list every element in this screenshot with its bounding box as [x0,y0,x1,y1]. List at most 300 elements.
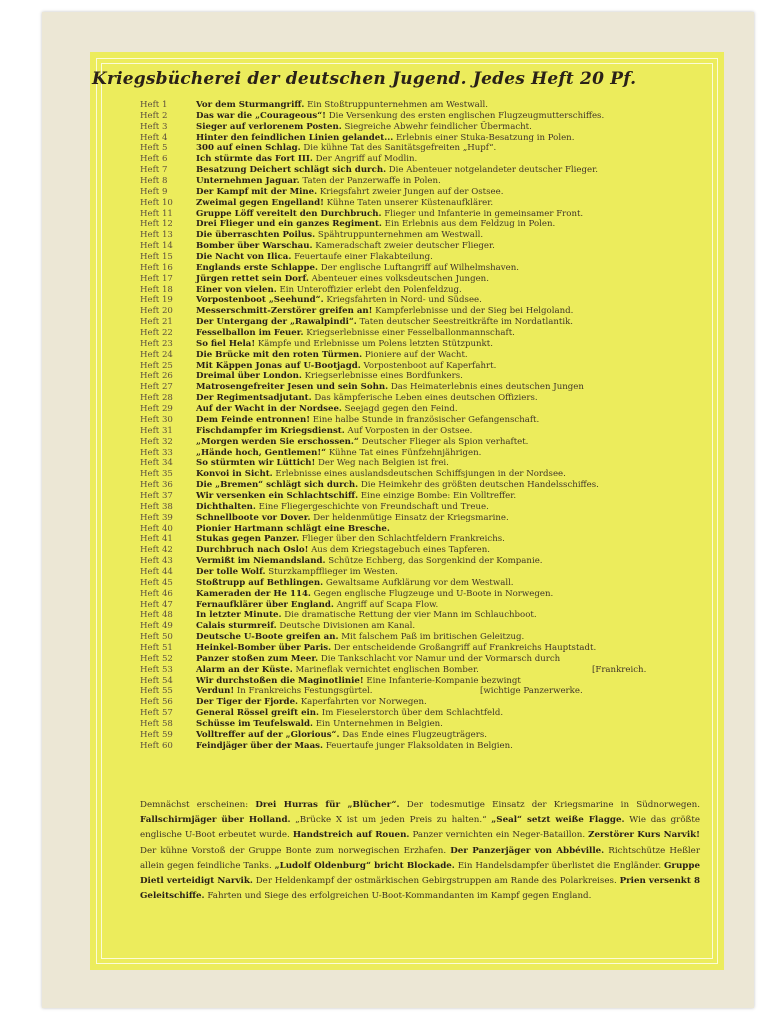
issue-subtitle: Der Angriff auf Modlin. [315,154,418,165]
issue-entry [196,697,427,708]
list-item [140,328,700,339]
issue-number: Heft 21 [140,317,173,328]
issue-subtitle: Kriegsfahrten in Nord- und Südsee. [326,295,482,306]
issue-entry [196,524,390,535]
issue-subtitle: Im Fieselerstorch über dem Schlachtfeld. [321,708,504,719]
list-item [140,165,700,176]
list-item [140,393,700,404]
issue-entry [196,708,503,719]
issue-entry [196,133,574,144]
issue-title: Zweimal gegen Engelland! [196,197,324,208]
issue-title: Dreimal über London. [196,371,302,382]
issue-title: Kameraden der He 114. [196,588,311,599]
issue-number: Heft 53 [140,664,173,675]
issue-number: Heft 12 [140,219,173,230]
list-item [140,545,700,556]
issue-number: Heft 29 [140,404,173,415]
issue-subtitle: Deutscher Flieger als Spion verhaftet. [361,436,529,447]
issue-number: Heft 18 [140,284,173,295]
issue-subtitle: Auf Vorposten in der Ostsee. [347,425,473,436]
issue-entry [196,306,573,317]
issue-number: Heft 20 [140,306,173,317]
issue-title: Englands erste Schlappe. [196,262,318,273]
list-item [140,534,700,545]
list-item [140,274,700,285]
issue-title: Durchbruch nach Oslo! [196,545,309,556]
list-item [140,219,700,230]
issue-number: Heft 41 [140,534,173,545]
forthcoming-text: Richtschütze Heßler allein gegen feindliche Tanks. [140,845,700,871]
issue-subtitle: Die Abenteuer notgelandeter deutscher Flieger. [388,165,598,176]
issue-number: Heft 15 [140,252,173,263]
forthcoming-title: Der Panzerjäger von Abbéville. [450,845,605,856]
issue-subtitle: Eine halbe Stunde in französischer Gefangenschaft. [312,414,540,425]
forthcoming-titles [140,798,700,904]
issue-subtitle: Der entscheidende Großangriff auf Frankreichs Hauptstadt. [333,642,597,653]
issue-number: Heft 17 [140,273,173,284]
issue-title: Der tolle Wolf. [196,566,266,577]
issue-entry [196,371,463,382]
list-item [140,350,700,361]
issue-title: „Hände hoch, Gentlemen!“ [196,447,327,458]
list-item [140,448,700,459]
issue-title: Volltreffer auf der „Glorious“. [196,729,340,740]
issue-subtitle: Kampferlebnisse und der Sieg bei Helgoland. [375,306,574,317]
issue-subtitle: Taten der Panzerwaffe in Polen. [302,176,441,187]
list-item [140,230,700,241]
issue-entry [196,219,555,230]
issue-number: Heft 31 [140,425,173,436]
forthcoming-title: Gruppe Dietl verteidigt Narvik. [140,860,700,887]
list-item [140,719,700,730]
issue-title: Vorpostenboot „Seehund“. [196,295,324,306]
issue-subtitle: Kaperfahrten vor Norwegen. [300,697,427,708]
issue-title: Verdun! [196,686,235,697]
issue-subtitle: Kameradschaft zweier deutscher Flieger. [315,241,495,252]
issue-number: Heft 59 [140,729,173,740]
list-item [140,686,700,697]
issue-number: Heft 22 [140,328,173,339]
issue-title: Die Brücke mit den roten Türmen. [196,349,363,360]
forthcoming-text: Ein Handelsdampfer überlistet die Engländer. [454,860,664,871]
issue-number: Heft 50 [140,632,173,643]
issue-entry [196,589,553,600]
list-item [140,600,700,611]
issue-number: Heft 44 [140,566,173,577]
list-item [140,513,700,524]
issue-entry [196,361,496,372]
list-item [140,382,700,393]
issue-subtitle: Kühne Taten unserer Küstenaufklärer. [326,197,494,208]
list-item [140,176,700,187]
issue-number: Heft 54 [140,675,173,686]
issue-entry [196,502,489,513]
issue-entry [196,719,443,730]
issue-number: Heft 47 [140,599,173,610]
issue-entry [196,393,538,404]
issue-subtitle: Der Weg nach Belgien ist frei. [317,458,449,469]
issue-title: Fischdampfer im Kriegsdienst. [196,425,345,436]
list-item [140,621,700,632]
issue-subtitle: Der heldenmütige Einsatz der Kriegsmarine. [313,512,509,523]
issue-number: Heft 25 [140,360,173,371]
issue-entry [196,187,503,198]
issue-subtitle: Abenteuer eines volksdeutschen Jungen. [311,273,489,284]
issue-title: Der Untergang der „Rawalpindi“. [196,317,357,328]
issue-subtitle: Das Ende eines Flugzeugträgers. [342,729,488,740]
issue-title: Die Nacht von Ilica. [196,252,292,263]
list-item [140,665,700,676]
issue-title: Deutsche U-Boote greifen an. [196,632,339,643]
issue-subtitle: Ein Stoßtruppunternehmen am Westwall. [307,100,488,110]
issue-title: Auf der Wacht in der Nordsee. [196,404,342,415]
issue-subtitle: Vorpostenboot auf Kaperfahrt. [363,360,497,371]
issue-title: Drei Flieger und ein ganzes Regiment. [196,219,382,230]
issue-number: Heft 45 [140,577,173,588]
list-item [140,491,700,502]
issue-title: Calais sturmreif. [196,621,277,632]
list-item [140,524,700,535]
issue-entry [196,350,468,361]
issue-title: General Rössel greift ein. [196,708,320,719]
list-item [140,295,700,306]
issue-title: In letzter Minute. [196,610,282,621]
issue-title: Schnellboote vor Dover. [196,512,311,523]
issue-subtitle: Erlebnis einer Stuka-Besatzung in Polen. [395,132,575,143]
issue-entry [196,448,481,459]
list-item [140,111,700,122]
issue-subtitle: Deutsche Divisionen am Kanal. [279,621,416,632]
issue-number: Heft 51 [140,642,173,653]
issue-title: Fernaufklärer über England. [196,599,334,610]
issue-entry [196,209,583,220]
issue-number: Heft 8 [140,176,168,187]
issue-title: Fesselballon im Feuer. [196,328,304,339]
issue-entry [196,111,604,122]
issue-entry [196,339,493,350]
issue-number: Heft 13 [140,230,173,241]
issue-number: Heft 5 [140,143,168,154]
list-item [140,654,700,665]
issue-subtitle: Die Tankschlacht vor Namur und der Vormarsch durch [320,653,561,664]
list-item [140,426,700,437]
list-item [140,610,700,621]
issue-title: Vermißt im Niemandsland. [196,556,326,567]
issue-entry [196,458,449,469]
list-item [140,306,700,317]
issue-title: Pionier Hartmann schlägt eine Bresche. [196,523,390,534]
issue-subtitle: Ein Unternehmen in Belgien. [315,718,443,729]
issue-entry [196,741,513,752]
list-item [140,122,700,133]
issue-number: Heft 16 [140,262,173,273]
issue-subtitle: Kämpfe und Erlebnisse um Polens letzten Stützpunkt. [257,338,493,349]
issue-title: Messerschmitt-Zerstörer greifen an! [196,306,373,317]
issue-number: Heft 26 [140,371,173,382]
issue-number: Heft 33 [140,447,173,458]
issue-subtitle: Das Heimaterlebnis eines deutschen Jungen [390,382,584,393]
list-item [140,708,700,719]
forthcoming-title: Handstreich auf Rouen. [292,830,410,841]
list-item [140,469,700,480]
issue-number: Heft 55 [140,686,173,697]
issue-entry [196,676,521,687]
issue-entry [196,621,415,632]
issue-subtitle: Gewaltsame Aufklärung vor dem Westwall. [325,577,514,588]
issue-continuation: [wichtige Panzerwerke. [480,686,583,697]
list-item [140,415,700,426]
issue-subtitle: Gegen englische Flugzeuge und U-Boote in Norwegen. [313,588,554,599]
issue-subtitle: Kriegsfahrt zweier Jungen auf der Ostsee. [319,186,504,197]
issue-list [140,100,700,752]
issue-entry [196,154,417,165]
forthcoming-text: Der kühne Vorstoß der Gruppe Bonte zum norwegischen Erzhafen. [140,845,451,856]
issue-entry [196,285,462,296]
issue-subtitle: Sturzkampfflieger im Westen. [268,566,398,577]
issue-subtitle: Taten deutscher Seestreitkräfte im Nordatlantik. [359,317,574,328]
booklet-back-cover [42,12,754,1008]
issue-subtitle: Das kämpferische Leben eines deutschen Offiziers. [314,393,538,404]
issue-number: Heft 30 [140,414,173,425]
list-item [140,480,700,491]
issue-number: Heft 35 [140,469,173,480]
issue-title: Der Tiger der Fjorde. [196,697,299,708]
list-item [140,643,700,654]
list-item [140,458,700,469]
issue-number: Heft 38 [140,501,173,512]
issue-subtitle: Aus dem Kriegstagebuch eines Tapferen. [311,545,491,556]
issue-subtitle: Flieger und Infanterie in gemeinsamer Front. [384,208,584,219]
issue-title: Hinter den feindlichen Linien gelandet... [196,132,394,143]
issue-number: Heft 2 [140,110,168,121]
issue-title: Dem Feinde entronnen! [196,414,311,425]
issue-title: „Morgen werden Sie erschossen.“ [196,436,359,447]
issue-title: Die überraschten Poilus. [196,230,316,241]
issue-entry [196,730,487,741]
issue-title: Gruppe Löff vereitelt den Durchbruch. [196,208,382,219]
forthcoming-text: Wie das größte englische U-Boot erbeutet wurde. [140,815,700,841]
issue-number: Heft 10 [140,197,173,208]
forthcoming-title: „Ludolf Oldenburg“ bricht Blockade. [274,860,455,871]
forthcoming-text: Der Heldenkampf der ostmärkischen Gebirgstruppen am Rande des Polarkreises. [252,876,620,887]
issue-number: Heft 40 [140,523,173,534]
issue-entry [196,415,539,426]
page-title: Kriegsbücherei der deutschen Jugend. Jedes Heft 20 Pf. [92,69,637,89]
issue-subtitle: Feuertaufe einer Flakabteilung. [294,252,433,263]
issue-subtitle: Seejagd gegen den Feind. [344,404,458,415]
forthcoming-text: Der todesmutige Einsatz der Kriegsmarine in Südnorwegen. [399,800,700,810]
issue-entry [196,643,596,654]
issue-number: Heft 3 [140,121,168,132]
issue-title: Bomber über Warschau. [196,241,313,252]
issue-subtitle: Eine Fliegergeschichte von Freundschaft und Treue. [258,501,489,512]
issue-entry [196,437,528,448]
issue-title: Einer von vielen. [196,284,277,295]
issue-entry [196,274,489,285]
list-item [140,263,700,274]
issue-entry [196,534,505,545]
issue-title: So stürmten wir Lüttich! [196,458,316,469]
issue-title: Die „Bremen“ schlägt sich durch. [196,480,359,491]
issue-title: Ich stürmte das Fort III. [196,154,313,165]
issue-entry [196,545,490,556]
list-item [140,198,700,209]
list-item [140,133,700,144]
issue-title: Konvoi in Sicht. [196,469,273,480]
issue-subtitle: Schütze Echberg, das Sorgenkind der Kompanie. [328,556,543,567]
issue-entry [196,122,532,133]
issue-subtitle: Feuertaufe junger Flaksoldaten in Belgien. [325,740,513,751]
issue-entry [196,295,482,306]
issue-number: Heft 46 [140,588,173,599]
issue-entry [196,513,509,524]
issue-subtitle: Kriegserlebnisse einer Fesselballonmannschaft. [306,328,515,339]
issue-subtitle: Ein Erlebnis aus dem Feldzug in Polen. [384,219,556,230]
list-item [140,285,700,296]
issue-entry [196,317,573,328]
issue-number: Heft 57 [140,708,173,719]
issue-number: Heft 48 [140,610,173,621]
issue-title: Vor dem Sturmangriff. [196,100,305,110]
issue-entry [196,600,438,611]
issue-entry [196,686,373,697]
issue-subtitle: Ein Unteroffizier erlebt den Polenfeldzug. [279,284,462,295]
issue-title: Schüsse im Teufelswald. [196,718,314,729]
issue-subtitle: Flieger über den Schlachtfeldern Frankreichs. [301,534,505,545]
issue-number: Heft 37 [140,490,173,501]
issue-title: Das war die „Courageous“! [196,110,326,121]
issue-entry [196,556,543,567]
list-item [140,567,700,578]
issue-title: Wir versenken ein Schlachtschiff. [196,490,359,501]
issue-number: Heft 34 [140,458,173,469]
issue-number: Heft 4 [140,132,168,143]
issue-entry [196,230,483,241]
issue-entry [196,143,496,154]
issue-subtitle: Eine einzige Bombe: Ein Volltreffer. [360,490,517,501]
issue-entry [196,328,515,339]
issue-number: Heft 28 [140,393,173,404]
issue-title: Der Kampf mit der Mine. [196,186,318,197]
list-item [140,730,700,741]
issue-subtitle: Pioniere auf der Wacht. [364,349,468,360]
issue-number: Heft 24 [140,349,173,360]
issue-entry [196,241,495,252]
forthcoming-text: Demnächst erscheinen: [140,800,256,810]
issue-subtitle: Mit falschem Paß im britischen Geleitzug. [341,632,525,643]
issue-number: Heft 6 [140,154,168,165]
issue-entry [196,578,514,589]
issue-title: Feindjäger über der Maas. [196,740,324,751]
list-item [140,741,700,752]
issue-title: Jürgen rettet sein Dorf. [196,273,309,284]
issue-title: Dichthalten. [196,501,256,512]
issue-number: Heft 49 [140,621,173,632]
list-item [140,697,700,708]
list-item [140,578,700,589]
forthcoming-title: Prien versenkt 8 Geleitschiffe. [140,876,700,902]
issue-title: Stukas gegen Panzer. [196,534,300,545]
issue-title: Der Regimentsadjutant. [196,393,312,404]
issue-entry [196,426,472,437]
issue-number: Heft 52 [140,653,173,664]
forthcoming-title: Fallschirmjäger über Holland. [140,815,291,826]
list-item [140,371,700,382]
issue-number: Heft 58 [140,718,173,729]
forthcoming-text: Fahrten und Siege des erfolgreichen U-Boot-Kommandanten im Kampf gegen England. [204,891,592,902]
issue-continuation: [Frankreich. [592,664,647,675]
list-item [140,361,700,372]
issue-subtitle: Die Heimkehr des größten deutschen Handelsschiffes. [360,480,599,491]
issue-entry [196,198,493,209]
issue-number: Heft 60 [140,740,173,751]
list-item [140,252,700,263]
issue-subtitle: Siegreiche Abwehr feindlicher Übermacht. [344,121,532,132]
issue-title: Heinkel-Bomber über Paris. [196,642,332,653]
issue-entry [196,610,537,621]
list-item [140,241,700,252]
issue-number: Heft 27 [140,382,173,393]
issue-entry [196,654,560,665]
issue-title: Unternehmen Jaguar. [196,176,300,187]
issue-subtitle: Der englische Luftangriff auf Wilhelmshaven. [320,262,520,273]
issue-subtitle: Die Versenkung des ersten englischen Flugzeugmutterschiffes. [328,110,605,121]
issue-subtitle: Angriff auf Scapa Flow. [336,599,439,610]
issue-subtitle: Spähtruppunternehmen am Westwall. [317,230,484,241]
forthcoming-title: „Seal“ setzt weiße Flagge. [491,815,625,826]
issue-number: Heft 39 [140,512,173,523]
issue-title: Alarm an der Küste. [196,664,293,675]
issue-title: Besatzung Deichert schlägt sich durch. [196,165,387,176]
issue-number: Heft 1 [140,100,168,110]
issue-title: Sieger auf verlorenem Posten. [196,121,342,132]
issue-subtitle: In Frankreichs Festungsgürtel. [236,686,373,697]
issue-entry [196,567,398,578]
issue-title: 300 auf einen Schlag. [196,143,301,154]
issue-title: So fiel Hela! [196,338,256,349]
list-item [140,437,700,448]
issue-title: Stoßtrupp auf Bethlingen. [196,577,324,588]
issue-title: Matrosengefreiter Jesen und sein Sohn. [196,382,389,393]
issue-title: Panzer stoßen zum Meer. [196,653,319,664]
issue-title: Mit Käppen Jonas auf U-Bootjagd. [196,360,361,371]
list-item [140,339,700,350]
issue-title: Wir durchstoßen die Maginotlinie! [196,675,364,686]
issue-entry [196,480,599,491]
list-item [140,556,700,567]
issue-entry [196,263,519,274]
issue-number: Heft 32 [140,436,173,447]
issue-entry [196,665,479,676]
list-item [140,209,700,220]
list-item [140,187,700,198]
list-item [140,676,700,687]
issue-entry [196,252,433,263]
issue-entry [196,176,441,187]
issue-entry [196,469,566,480]
list-item [140,317,700,328]
forthcoming-title: Zerstörer Kurs Narvik! [588,830,700,841]
issue-entry [196,100,488,111]
list-item [140,100,700,111]
list-item [140,404,700,415]
issue-number: Heft 36 [140,480,173,491]
issue-number: Heft 9 [140,186,168,197]
issue-number: Heft 14 [140,241,173,252]
forthcoming-title: Drei Hurras für „Blücher“. [255,800,400,810]
issue-subtitle: Die dramatische Rettung der vier Mann im Schlauchboot. [284,610,537,621]
list-item [140,143,700,154]
